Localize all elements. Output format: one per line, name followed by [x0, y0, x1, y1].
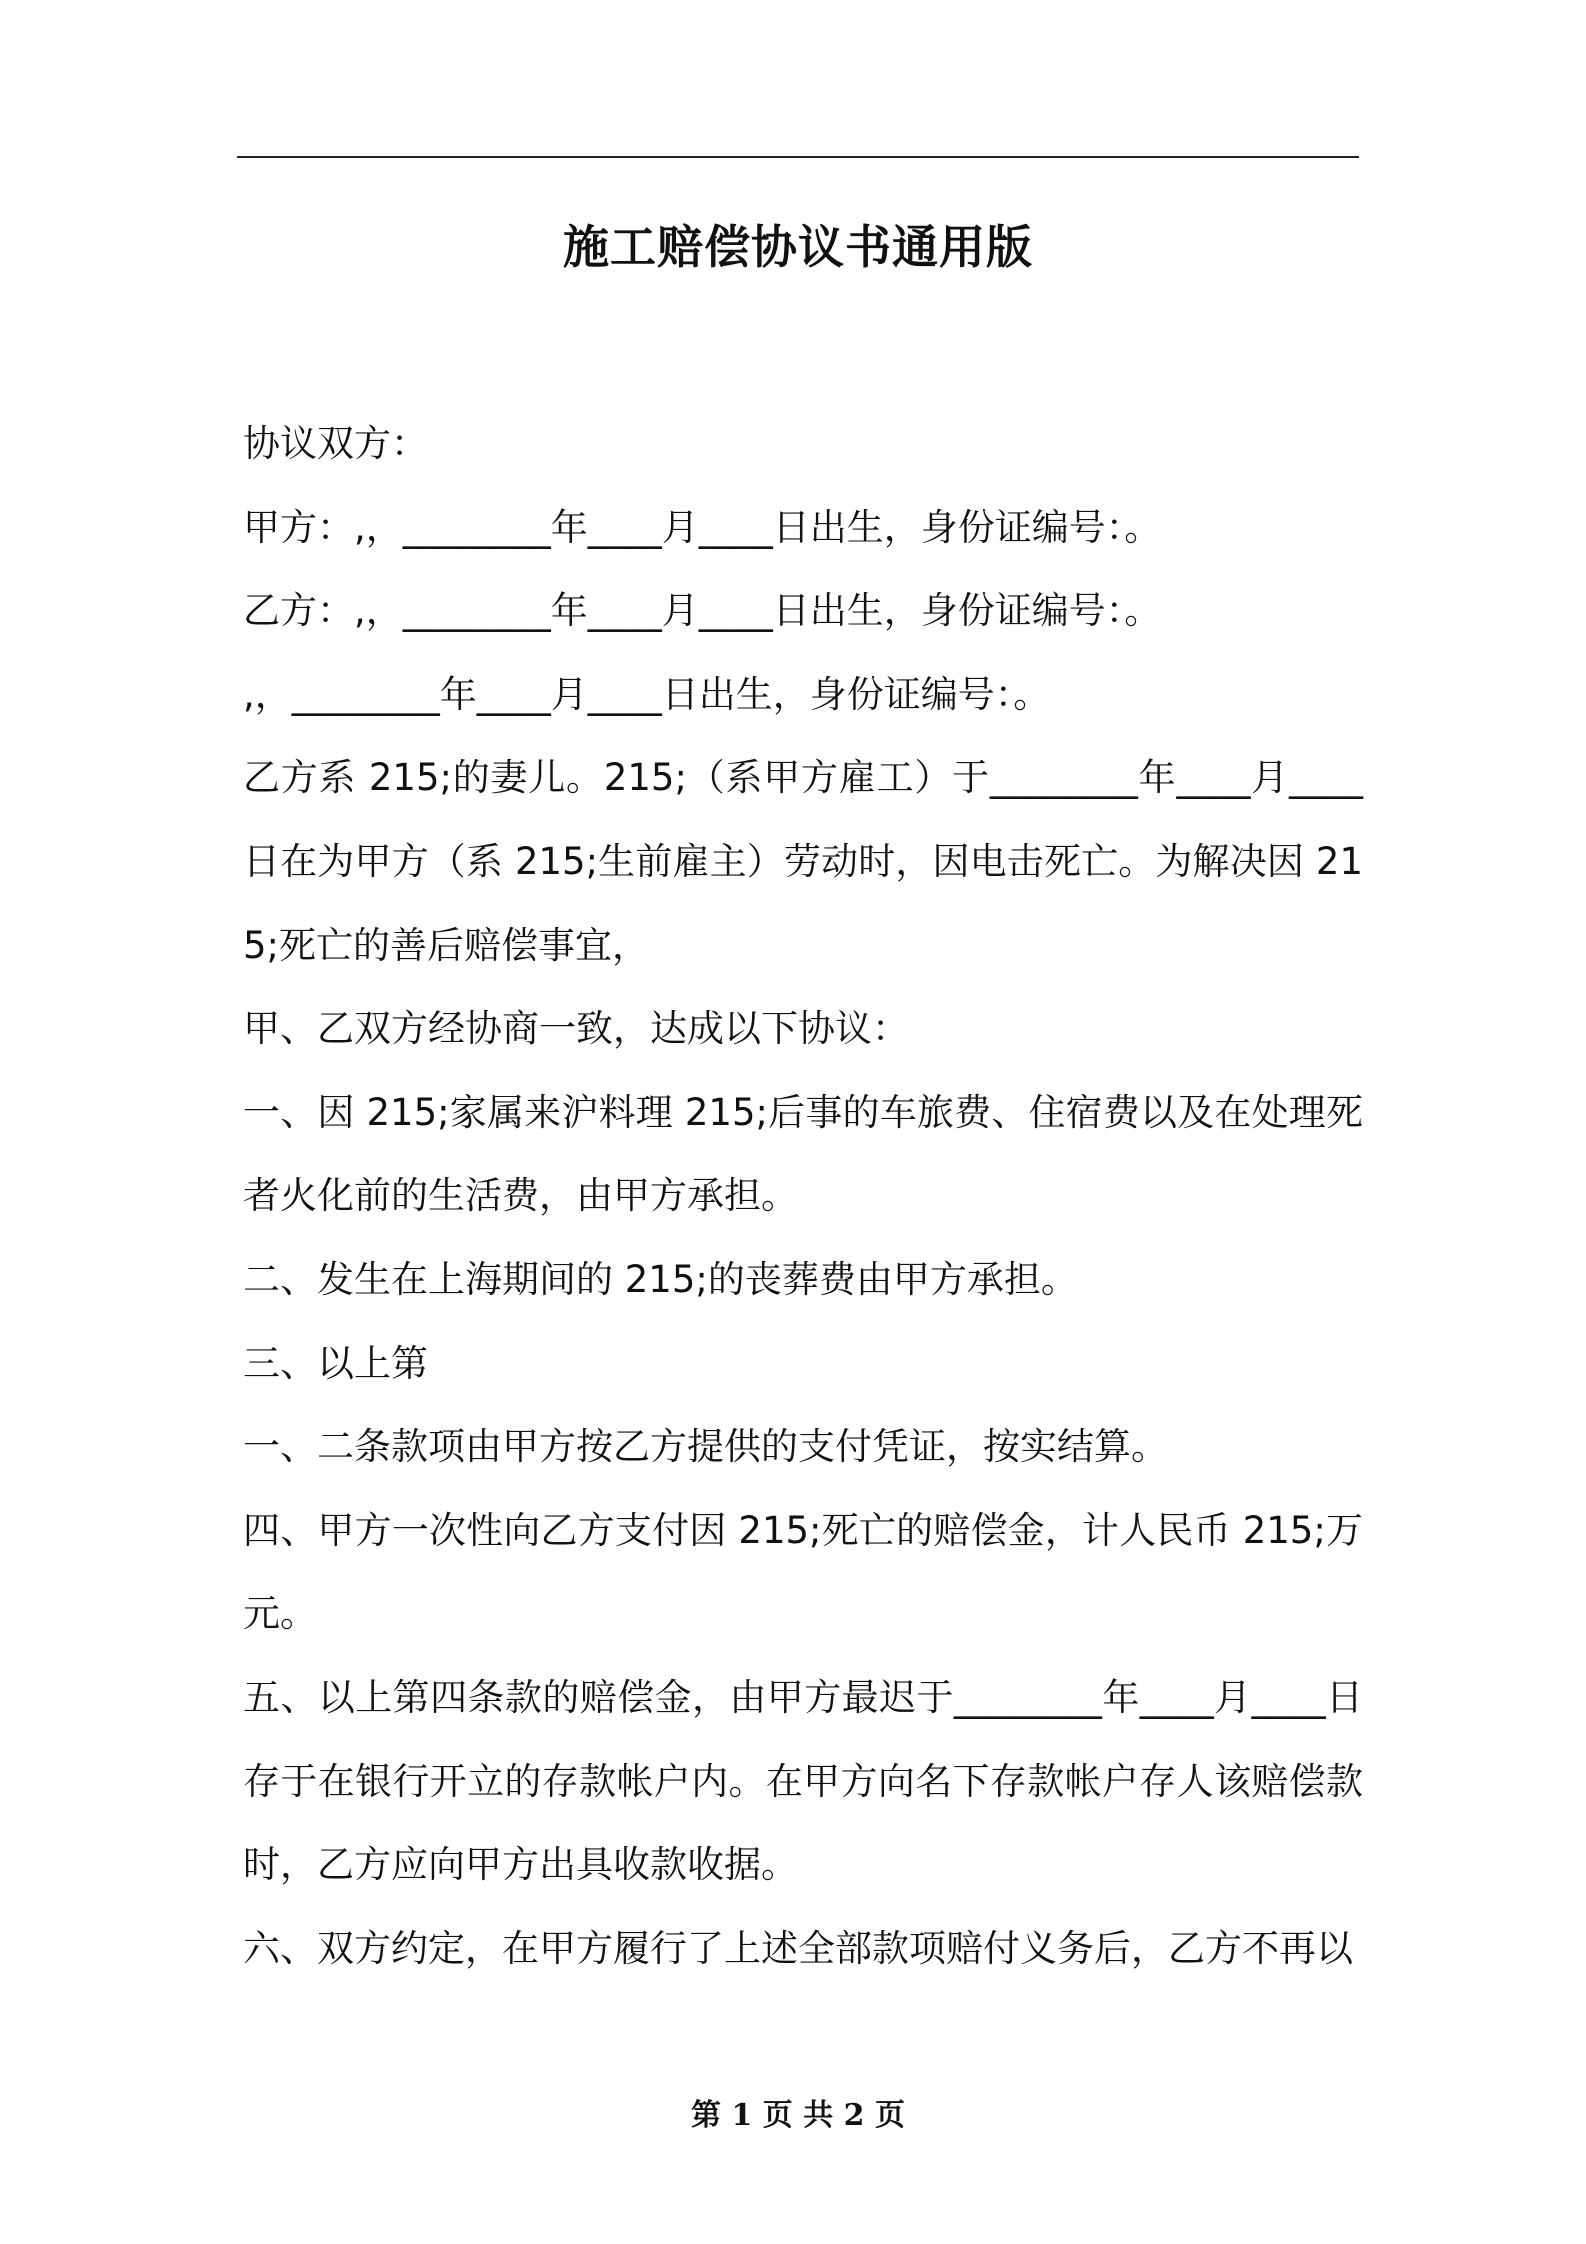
- paragraph-party-extra: ,，________年____月____日出生，身份证编号：。: [243, 672, 1051, 716]
- document-body: [243, 402, 1363, 1990]
- paragraph-clause-5: 五、以上第四条款的赔偿金，由甲方最迟于________年____月____日存于在银行开立的存款帐户内。在甲方向名下存款帐户存人该赔偿款时，乙方应向甲方出具收款收据。: [243, 1675, 1363, 1887]
- paragraph-clause-1: 一、因 215;家属来沪料理 215;后事的车旅费、住宿费以及在处理死者火化前的生活费，由甲方承担。: [243, 1090, 1363, 1218]
- header-rule: [237, 156, 1359, 158]
- paragraph-parties-heading: 协议双方：: [243, 422, 428, 465]
- paragraph-party-b: 乙方：,，________年____月____日出生，身份证编号：。: [243, 589, 1162, 633]
- paragraph-clause-3: 三、以上第: [243, 1341, 428, 1385]
- paragraph-clause-6: 六、双方约定，在甲方履行了上述全部款项赔付义务后，乙方不再以: [243, 1926, 1353, 1970]
- document-title: 施工赔偿协议书通用版: [563, 220, 1033, 274]
- paragraph-party-a: 甲方：,，________年____月____日出生，身份证编号：。: [243, 505, 1162, 549]
- paragraph-agreement-intro: 甲、乙双方经协商一致，达成以下协议：: [243, 1007, 909, 1051]
- page-number-footer: 第 1 页 共 2 页: [691, 2098, 905, 2133]
- paragraph-clause-4: 四、甲方一次性向乙方支付因 215;死亡的赔偿金，计人民币 215;万元。: [243, 1508, 1363, 1636]
- paragraph-clause-2: 二、发生在上海期间的 215;的丧葬费由甲方承担。: [243, 1257, 1078, 1301]
- paragraph-background: 乙方系 215;的妻儿。215;（系甲方雇工）于________年____月____日在为甲方（系 215;生前雇主）劳动时，因电击死亡。为解决因 215;死亡的善后赔偿事宜，: [243, 756, 1363, 967]
- paragraph-clause-3-cont: 一、二条款项由甲方按乙方提供的支付凭证，按实结算。: [243, 1425, 1168, 1469]
